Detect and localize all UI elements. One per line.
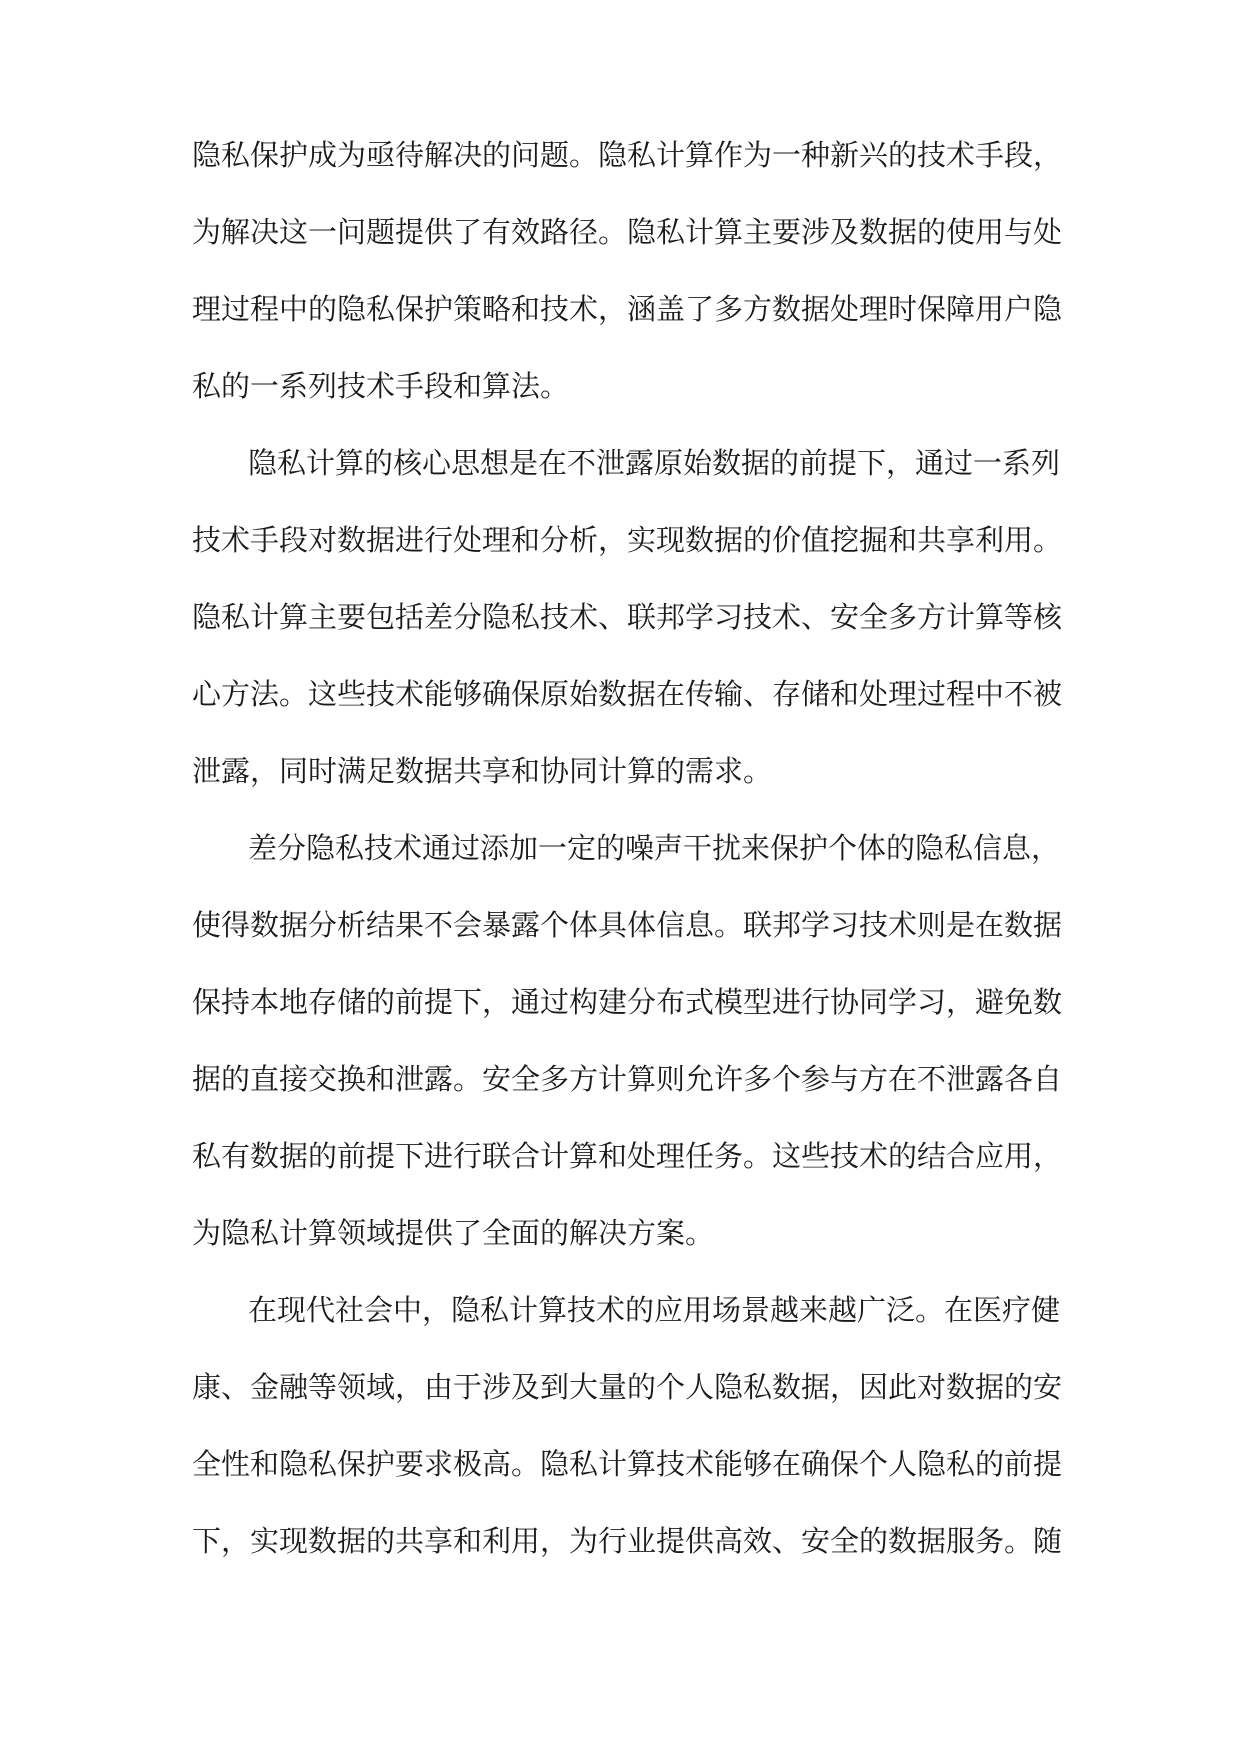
paragraph-first-line: 在现代社会中，隐私计算技术的应用场景越来越广泛。在医疗健 [248, 1293, 1061, 1327]
paragraph-first-line: 隐私计算的核心思想是在不泄露原始数据的前提下，通过一系列 [248, 446, 1061, 480]
text-line: 理过程中的隐私保护策略和技术，涵盖了多方数据处理时保障用户隐 [192, 292, 1063, 326]
text-line: 康、金融等领域，由于涉及到大量的个人隐私数据，因此对数据的安 [192, 1370, 1063, 1404]
text-line: 私的一系列技术手段和算法。 [192, 369, 570, 403]
text-line: 私有数据的前提下进行联合计算和处理任务。这些技术的结合应用， [192, 1139, 1063, 1173]
text-line: 保持本地存储的前提下，通过构建分布式模型进行协同学习，避免数 [192, 985, 1063, 1019]
text-line: 心方法。这些技术能够确保原始数据在传输、存储和处理过程中不被 [192, 677, 1063, 711]
text-line: 使得数据分析结果不会暴露个体具体信息。联邦学习技术则是在数据 [192, 908, 1063, 942]
text-line: 下，实现数据的共享和利用，为行业提供高效、安全的数据服务。随 [192, 1524, 1063, 1558]
paragraph-first-line: 差分隐私技术通过添加一定的噪声干扰来保护个体的隐私信息， [248, 831, 1061, 865]
document-body [192, 137, 1063, 1600]
text-line: 隐私计算主要包括差分隐私技术、联邦学习技术、安全多方计算等核 [192, 600, 1063, 634]
text-line: 据的直接交换和泄露。安全多方计算则允许多个参与方在不泄露各自 [192, 1062, 1063, 1096]
text-line: 为隐私计算领域提供了全面的解决方案。 [192, 1216, 715, 1250]
text-line: 全性和隐私保护要求极高。隐私计算技术能够在确保个人隐私的前提 [192, 1447, 1063, 1481]
text-line: 泄露，同时满足数据共享和协同计算的需求。 [192, 754, 773, 788]
text-line: 为解决这一问题提供了有效路径。隐私计算主要涉及数据的使用与处 [192, 215, 1063, 249]
text-line: 隐私保护成为亟待解决的问题。隐私计算作为一种新兴的技术手段， [192, 138, 1063, 172]
text-line: 技术手段对数据进行处理和分析，实现数据的价值挖掘和共享利用。 [192, 523, 1063, 557]
